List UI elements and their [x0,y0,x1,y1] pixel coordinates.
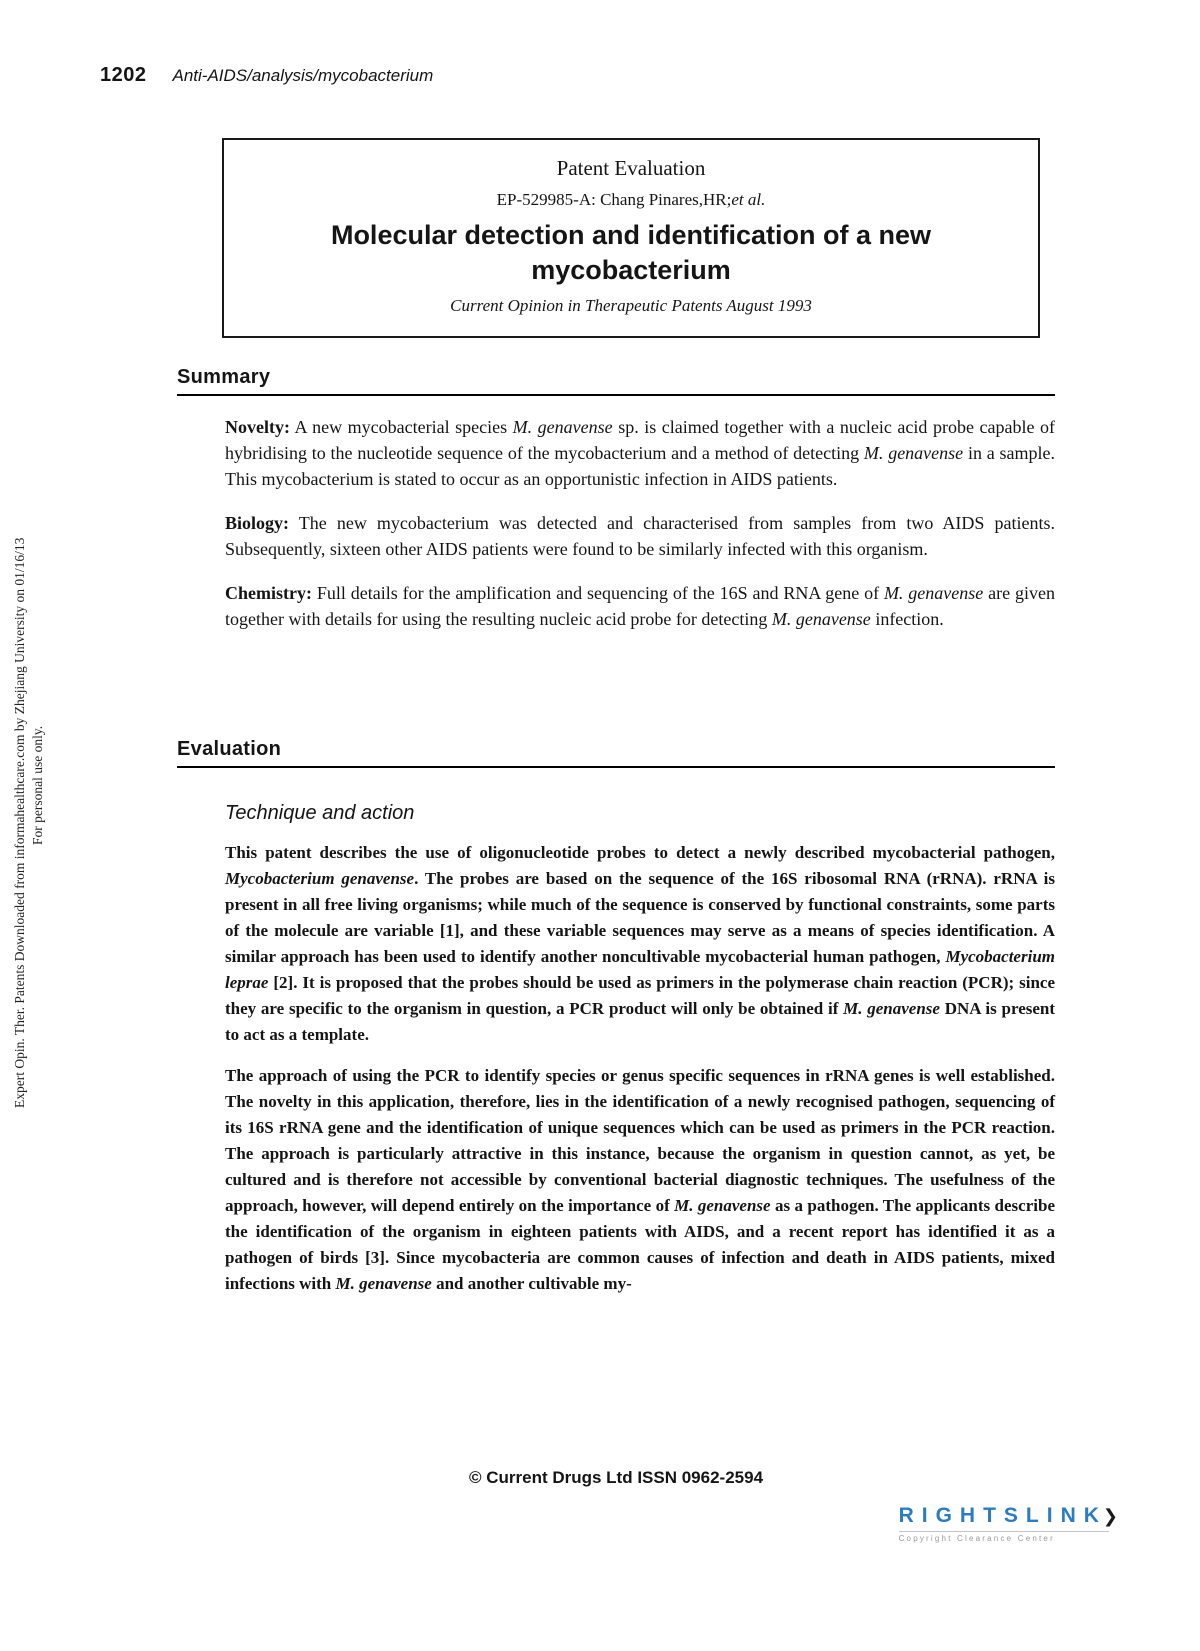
patent-citation: EP-529985-A: Chang Pinares,HR;et al. [496,190,766,209]
patent-header-box [222,138,1040,338]
summary-biology-paragraph: Biology: The new mycobacterium was detected and characterised from samples from two AIDS patients. Subsequently, sixteen other AIDS patients were found to be similarly infected with this organism. [225,513,1055,559]
copyright-line: © Current Drugs Ltd ISSN 0962-2594 [468,1468,764,1487]
rightslink-tagline: Copyright Clearance Center [899,1531,1109,1543]
margin-personal-use-note: For personal use only. [30,725,45,845]
summary-novelty-paragraph: Novelty: A new mycobacterial species M. genavense sp. is claimed together with a nucleic acid probe capable of hybridising to the nucleotide sequence of the mycobacterium and a method of detecting M. genavense in a sample. This mycobacterium is stated to occur as an opportunistic infection in AIDS patients. [225,417,1055,489]
evaluation-paragraph-2: The approach of using the PCR to identify species or genus specific sequences in rRNA genes is well established. The novelty in this application, therefore, lies in the identification of a newly recognised pathogen, sequencing of its 16S rRNA gene and the identification of unique sequences which can be used as primers in the PCR reaction. The approach is particularly attractive in this instance, because the organism in question cannot, as yet, be cultured and is therefore not accessible by conventional bacterial diagnostic techniques. The usefulness of the approach, however, will depend entirely on the importance of M. genavense as a pathogen. The applicants describe the identification of the organism in eighteen patients with AIDS, and a recent report has identified it as a pathogen of birds [3]. Since mycobacteria are common causes of infection and death in AIDS patients, mixed infections with M. genavense and another cultivable my- [225,1066,1055,1293]
box-kicker: Patent Evaluation [556,156,706,180]
evaluation-section [177,738,1055,1297]
rightslink-wordmark: RIGHTSLINK [898,1504,1107,1527]
journal-line: Current Opinion in Therapeutic Patents August 1993 [450,296,812,316]
page-number: 1202 [100,64,147,86]
rightslink-arrow-icon: ❯ [1102,1506,1118,1527]
evaluation-heading: Evaluation [177,738,282,760]
summary-section [177,366,1055,632]
summary-heading: Summary [177,366,271,388]
margin-download-note: Expert Opin. Ther. Patents Downloaded from informahealthcare.com by Zhejiang University on 01/16/13 [12,537,27,1108]
article-title: Molecular detection and identification of a new mycobacterium [330,220,932,286]
running-head: Anti-AIDS/analysis/mycobacterium [172,66,434,85]
page-footer [177,1468,1055,1488]
running-header [100,64,433,87]
evaluation-rule [177,766,1055,768]
summary-chemistry-paragraph: Chemistry: Full details for the amplification and sequencing of the 16S and RNA gene of M. genavense are given together with details for using the resulting nucleic acid probe for detecting M. genavense infection. [225,583,1055,629]
summary-rule [177,394,1055,396]
technique-subheading: Technique and action [225,802,415,824]
evaluation-paragraph-1: This patent describes the use of oligonucleotide probes to detect a newly described mycobacterial pathogen, Mycobacterium genavense. The probes are based on the sequence of the 16S ribosomal RNA (rRNA). rRNA is present in all free living organisms; while much of the sequence is conserved by functional constraints, some parts of the molecule are variable [1], and these variable sequences may serve as a means of species identification. A similar approach has been used to identify another noncultivable mycobacterial human pathogen, Mycobacterium leprae [2]. It is proposed that the probes should be used as primers in the polymerase chain reaction (PCR); since they are specific to the organism in question, a PCR product will only be obtained if M. genavense DNA is present to act as a template. [225,843,1056,1044]
rightslink-logo[interactable] [899,1504,1118,1543]
